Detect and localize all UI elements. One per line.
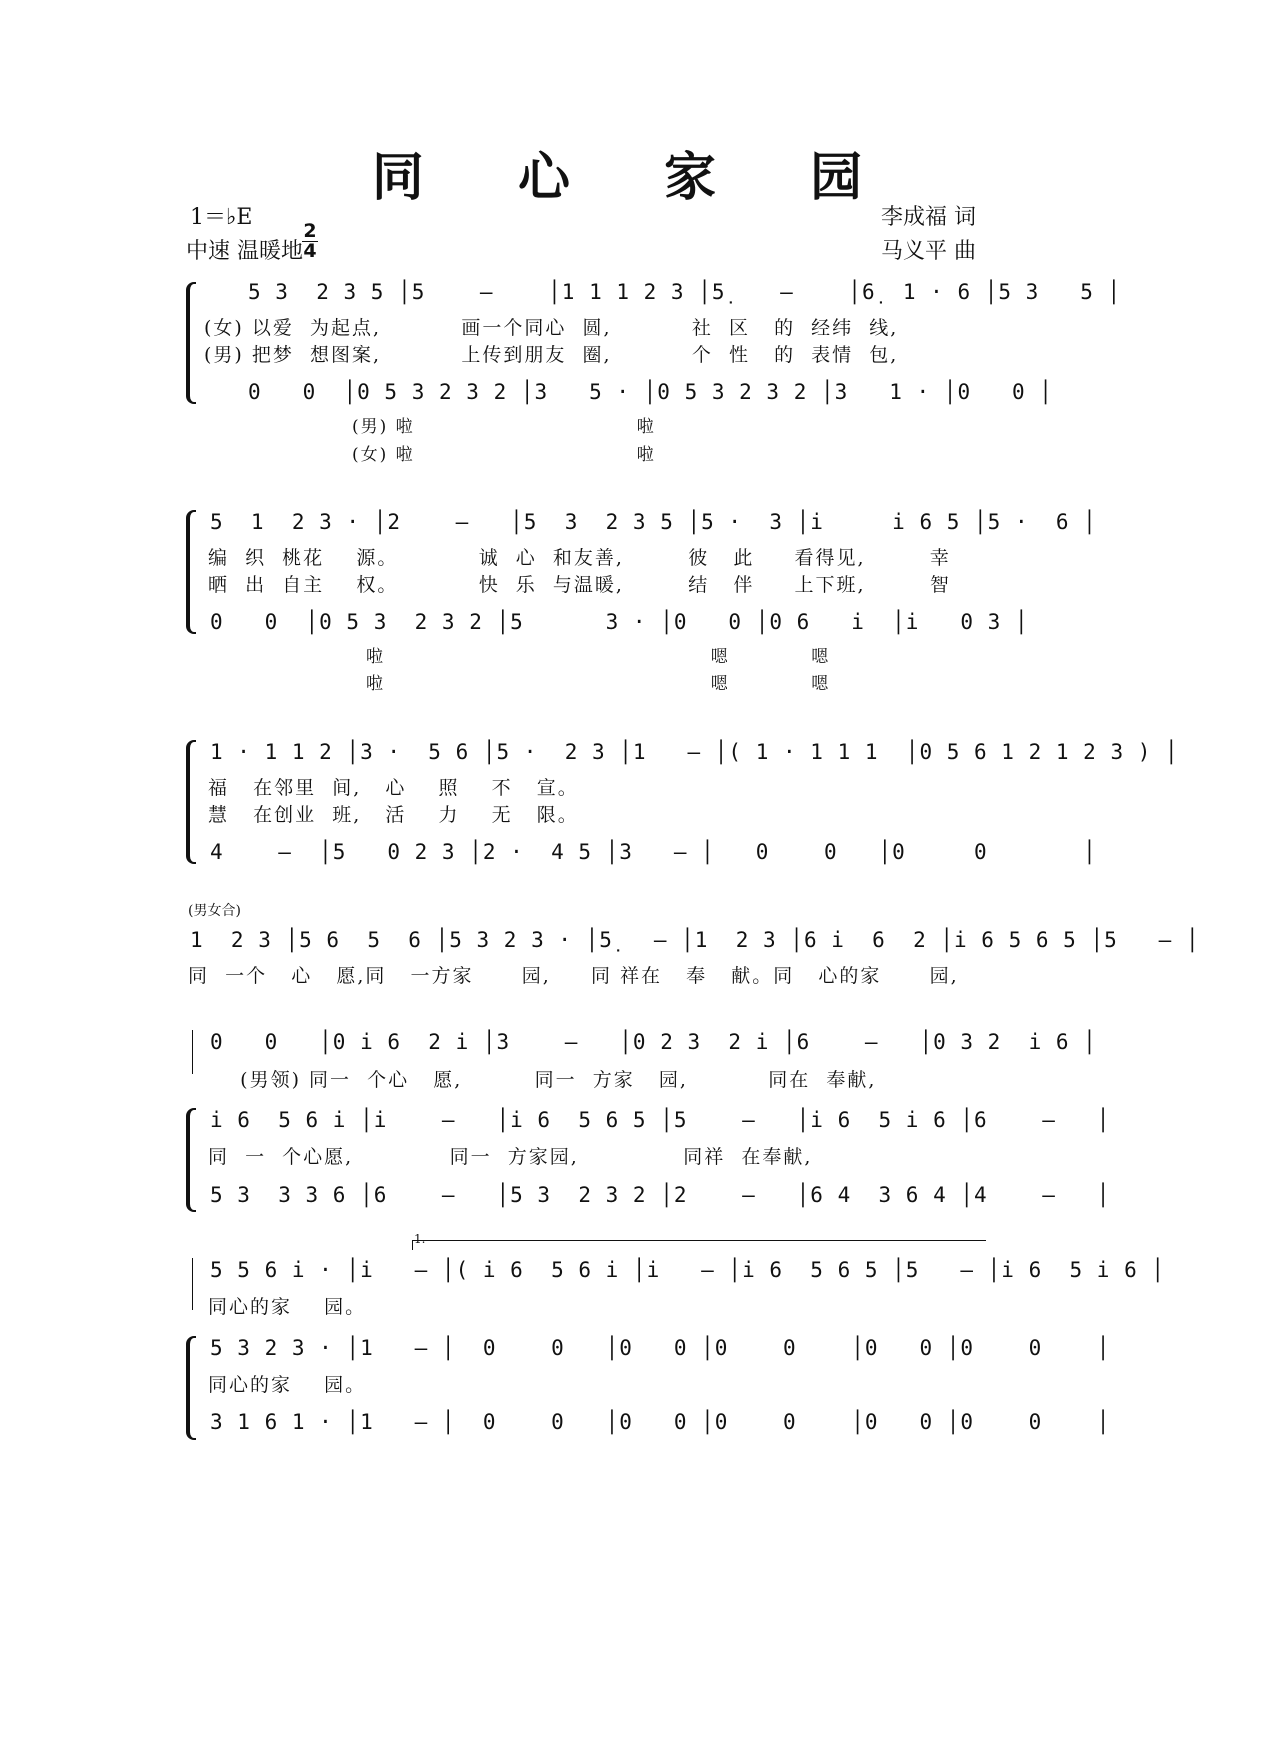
system6-mid-lyric: 同心的家 园。 (208, 1374, 367, 1396)
system1-women-notes: 5 3 2 3 5 │5 – │1 1 1 2 3 │5̣ – │6̣ 1 · 6 │5 3 5 │ (248, 280, 1122, 304)
system2-men-notes: 0 0 │0 5 3 2 3 2 │5 3 · │0 0 │0 6 i │i 0 3 │ (210, 610, 1029, 634)
system3-lyric-1: 福 在邻里 间, 心 照 不 宣。 (208, 777, 579, 799)
system2-women-notes: 5 1 2 3 · │2 – │5 3 2 3 5 │5 · 3 │i i 6 5 │5 · 6 │ (210, 510, 1097, 534)
system2-lyric-2: 晒 出 自主 权。 快 乐 与温暖, 结 伴 上下班, 智 (208, 574, 951, 596)
system1-lyric-1: (女) 以爱 为起点, 画一个同心 圆, 社 区 的 经纬 线, (204, 317, 899, 339)
system1-lyric-2: (男) 把梦 想图案, 上传到朋友 圈, 个 性 的 表情 包, (204, 344, 899, 366)
system5-lead-notes: 0 0 │0 i 6 2 i │3 – │0 2 3 2 i │6 – │0 3 2 i 6 │ (210, 1030, 1097, 1054)
time-signature-top: 2 (303, 220, 317, 242)
time-signature-bottom: 4 (303, 240, 317, 262)
system1-men-notes: 0 0 │0 5 3 2 3 2 │3 5 · │0 5 3 2 3 2 │3 1 · │0 0 │ (248, 380, 1053, 404)
volta-bracket (412, 1240, 986, 1241)
system5-lower-notes: 5 3 3 3 6 │6 – │5 3 2 3 2 │2 – │6 4 3 6 4 │4 – │ (210, 1183, 1111, 1207)
volta-bracket-label: 1. (414, 1232, 426, 1246)
system5-upper-notes: i 6 5 6 i │i – │i 6 5 6 5 │5 – │i 6 5 i 6 │6 – │ (210, 1108, 1111, 1132)
system1-men-lyric-2: (女) 啦 啦 (352, 445, 656, 465)
song-title: 同 心 家 园 (371, 147, 901, 208)
system2-men-lyric-1: 啦 嗯 嗯 (366, 647, 831, 667)
system3-lyric-2: 慧 在创业 班, 活 力 无 限。 (208, 804, 579, 826)
system3-brace (186, 740, 196, 864)
system1-men-lyric-1: (男) 啦 啦 (352, 417, 656, 437)
system5-upper-lyric: 同 一 个心愿, 同一 方家园, 同祥 在奉献, (208, 1146, 813, 1168)
composer-credit: 马义平 曲 (881, 239, 976, 264)
system3-women-notes: 1 · 1 1 2 │3 · 5 6 │5 · 2 3 │1 – │( 1 · 1 1 1 │0 5 6 1 2 1 2 3 ) │ (210, 740, 1179, 764)
system5-lead-barline (192, 1030, 193, 1074)
system6-top-barline (192, 1258, 193, 1310)
system6-low-notes: 3 1 6 1 · │1 – │ 0 0 │0 0 │0 0 │0 0 │0 0 │ (210, 1410, 1111, 1434)
key-signature: 1＝♭E (190, 205, 253, 230)
system2-lyric-1: 编 织 桃花 源。 诚 心 和友善, 彼 此 看得见, 幸 (208, 547, 951, 569)
system5-brace (186, 1108, 196, 1212)
system5-lead-lyric: (男领) 同一 个心 愿, 同一 方家 园, 同在 奉献, (208, 1069, 877, 1091)
tempo-marking: 中速 温暖地 (186, 239, 303, 264)
time-signature (302, 222, 318, 261)
tutti-label: (男女合) (188, 903, 241, 919)
system3-men-notes: 4 – │5 0 2 3 │2 · 4 5 │3 – │ 0 0 │0 0 │ (210, 840, 1097, 864)
system4-lyric: 同 一个 心 愿,同 一方家 园, 同 祥在 奉 献。同 心的家 园, (188, 965, 959, 987)
system2-brace (186, 510, 196, 634)
system2-men-lyric-2: 啦 嗯 嗯 (366, 674, 831, 694)
system4-notes: 1 2 3 │5 6 5 6 │5 3 2 3 · │5̣ – │1 2 3 │6 i 6 2 │i 6 5 6 5 │5 – │ (190, 928, 1200, 952)
system6-top-notes: 5 5 6 i · │i – │( i 6 5 6 i │i – │i 6 5 6 5 │5 – │i 6 5 i 6 │ (210, 1258, 1166, 1282)
system6-mid-notes: 5 3 2 3 · │1 – │ 0 0 │0 0 │0 0 │0 0 │0 0 │ (210, 1336, 1111, 1360)
system1-brace (186, 282, 196, 404)
system6-top-lyric: 同心的家 园。 (208, 1296, 367, 1318)
volta-bracket-hook (412, 1240, 413, 1250)
system6-brace (186, 1336, 196, 1440)
lyricist-credit: 李成福 词 (881, 205, 976, 230)
